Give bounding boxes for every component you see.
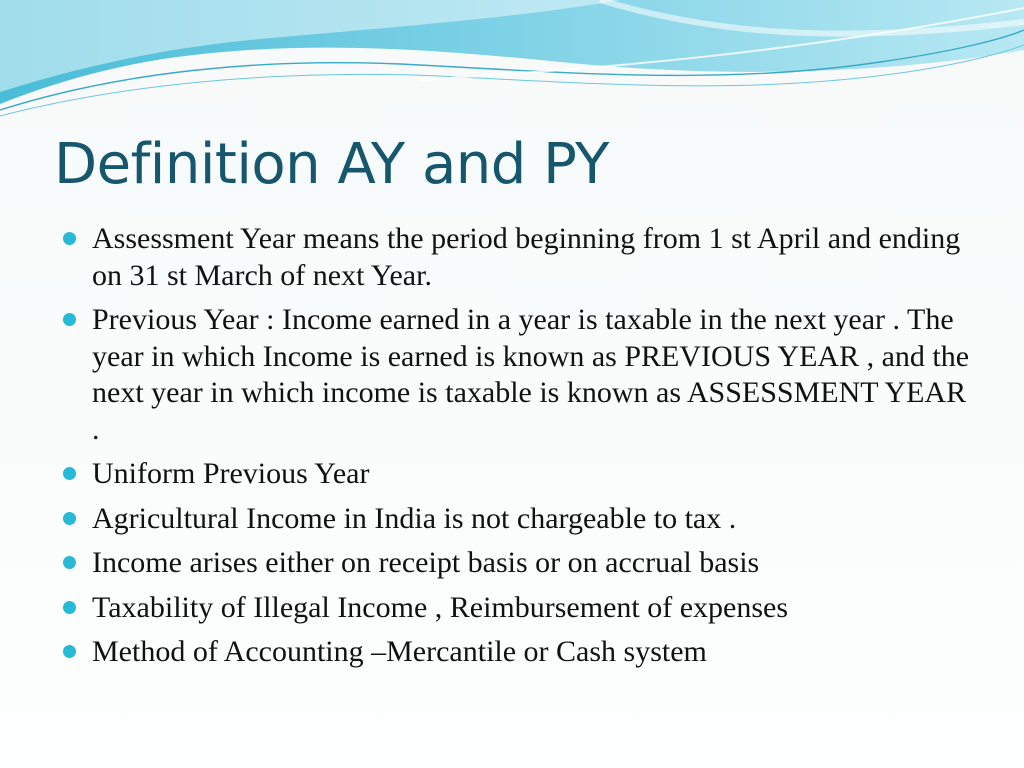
bullet-text: Previous Year : Income earned in a year is taxable in the next year . The year in which Income is earned is known as PREVIOUS YEAR , and the next year in which income is taxable is known as ASSESSMENT YEAR . [92, 303, 970, 446]
bullet-text: Uniform Previous Year [92, 457, 370, 490]
bullet-dot-icon [63, 556, 76, 569]
slide-title: Definition AY and PY [54, 132, 609, 197]
bullet-item [92, 501, 972, 538]
header-wave-decoration [0, 0, 1024, 130]
bullet-item [92, 634, 972, 671]
bullet-item [92, 545, 972, 582]
bullet-text: Assessment Year means the period beginning from 1 st April and ending on 31 st March of next Year. [92, 222, 961, 292]
bullet-dot-icon [63, 313, 76, 326]
bullet-item [92, 590, 972, 627]
bullet-item [92, 302, 972, 448]
bullet-dot-icon [63, 232, 76, 245]
bullet-dot-icon [63, 512, 76, 525]
bullet-text: Taxability of Illegal Income , Reimbursement of expenses [92, 590, 789, 624]
bullet-dot-icon [63, 467, 76, 480]
bullet-dot-icon [63, 601, 76, 614]
bullet-dot-icon [63, 645, 76, 658]
bullet-text: Method of Accounting –Mercantile or Cash system [92, 635, 707, 668]
bullet-text: Agricultural Income in India is not chargeable to tax . [92, 501, 737, 535]
bullet-item [92, 221, 972, 294]
bullet-text: Income arises either on receipt basis or on accrual basis [92, 546, 760, 579]
bullet-list [92, 221, 972, 679]
bullet-item [92, 456, 972, 493]
